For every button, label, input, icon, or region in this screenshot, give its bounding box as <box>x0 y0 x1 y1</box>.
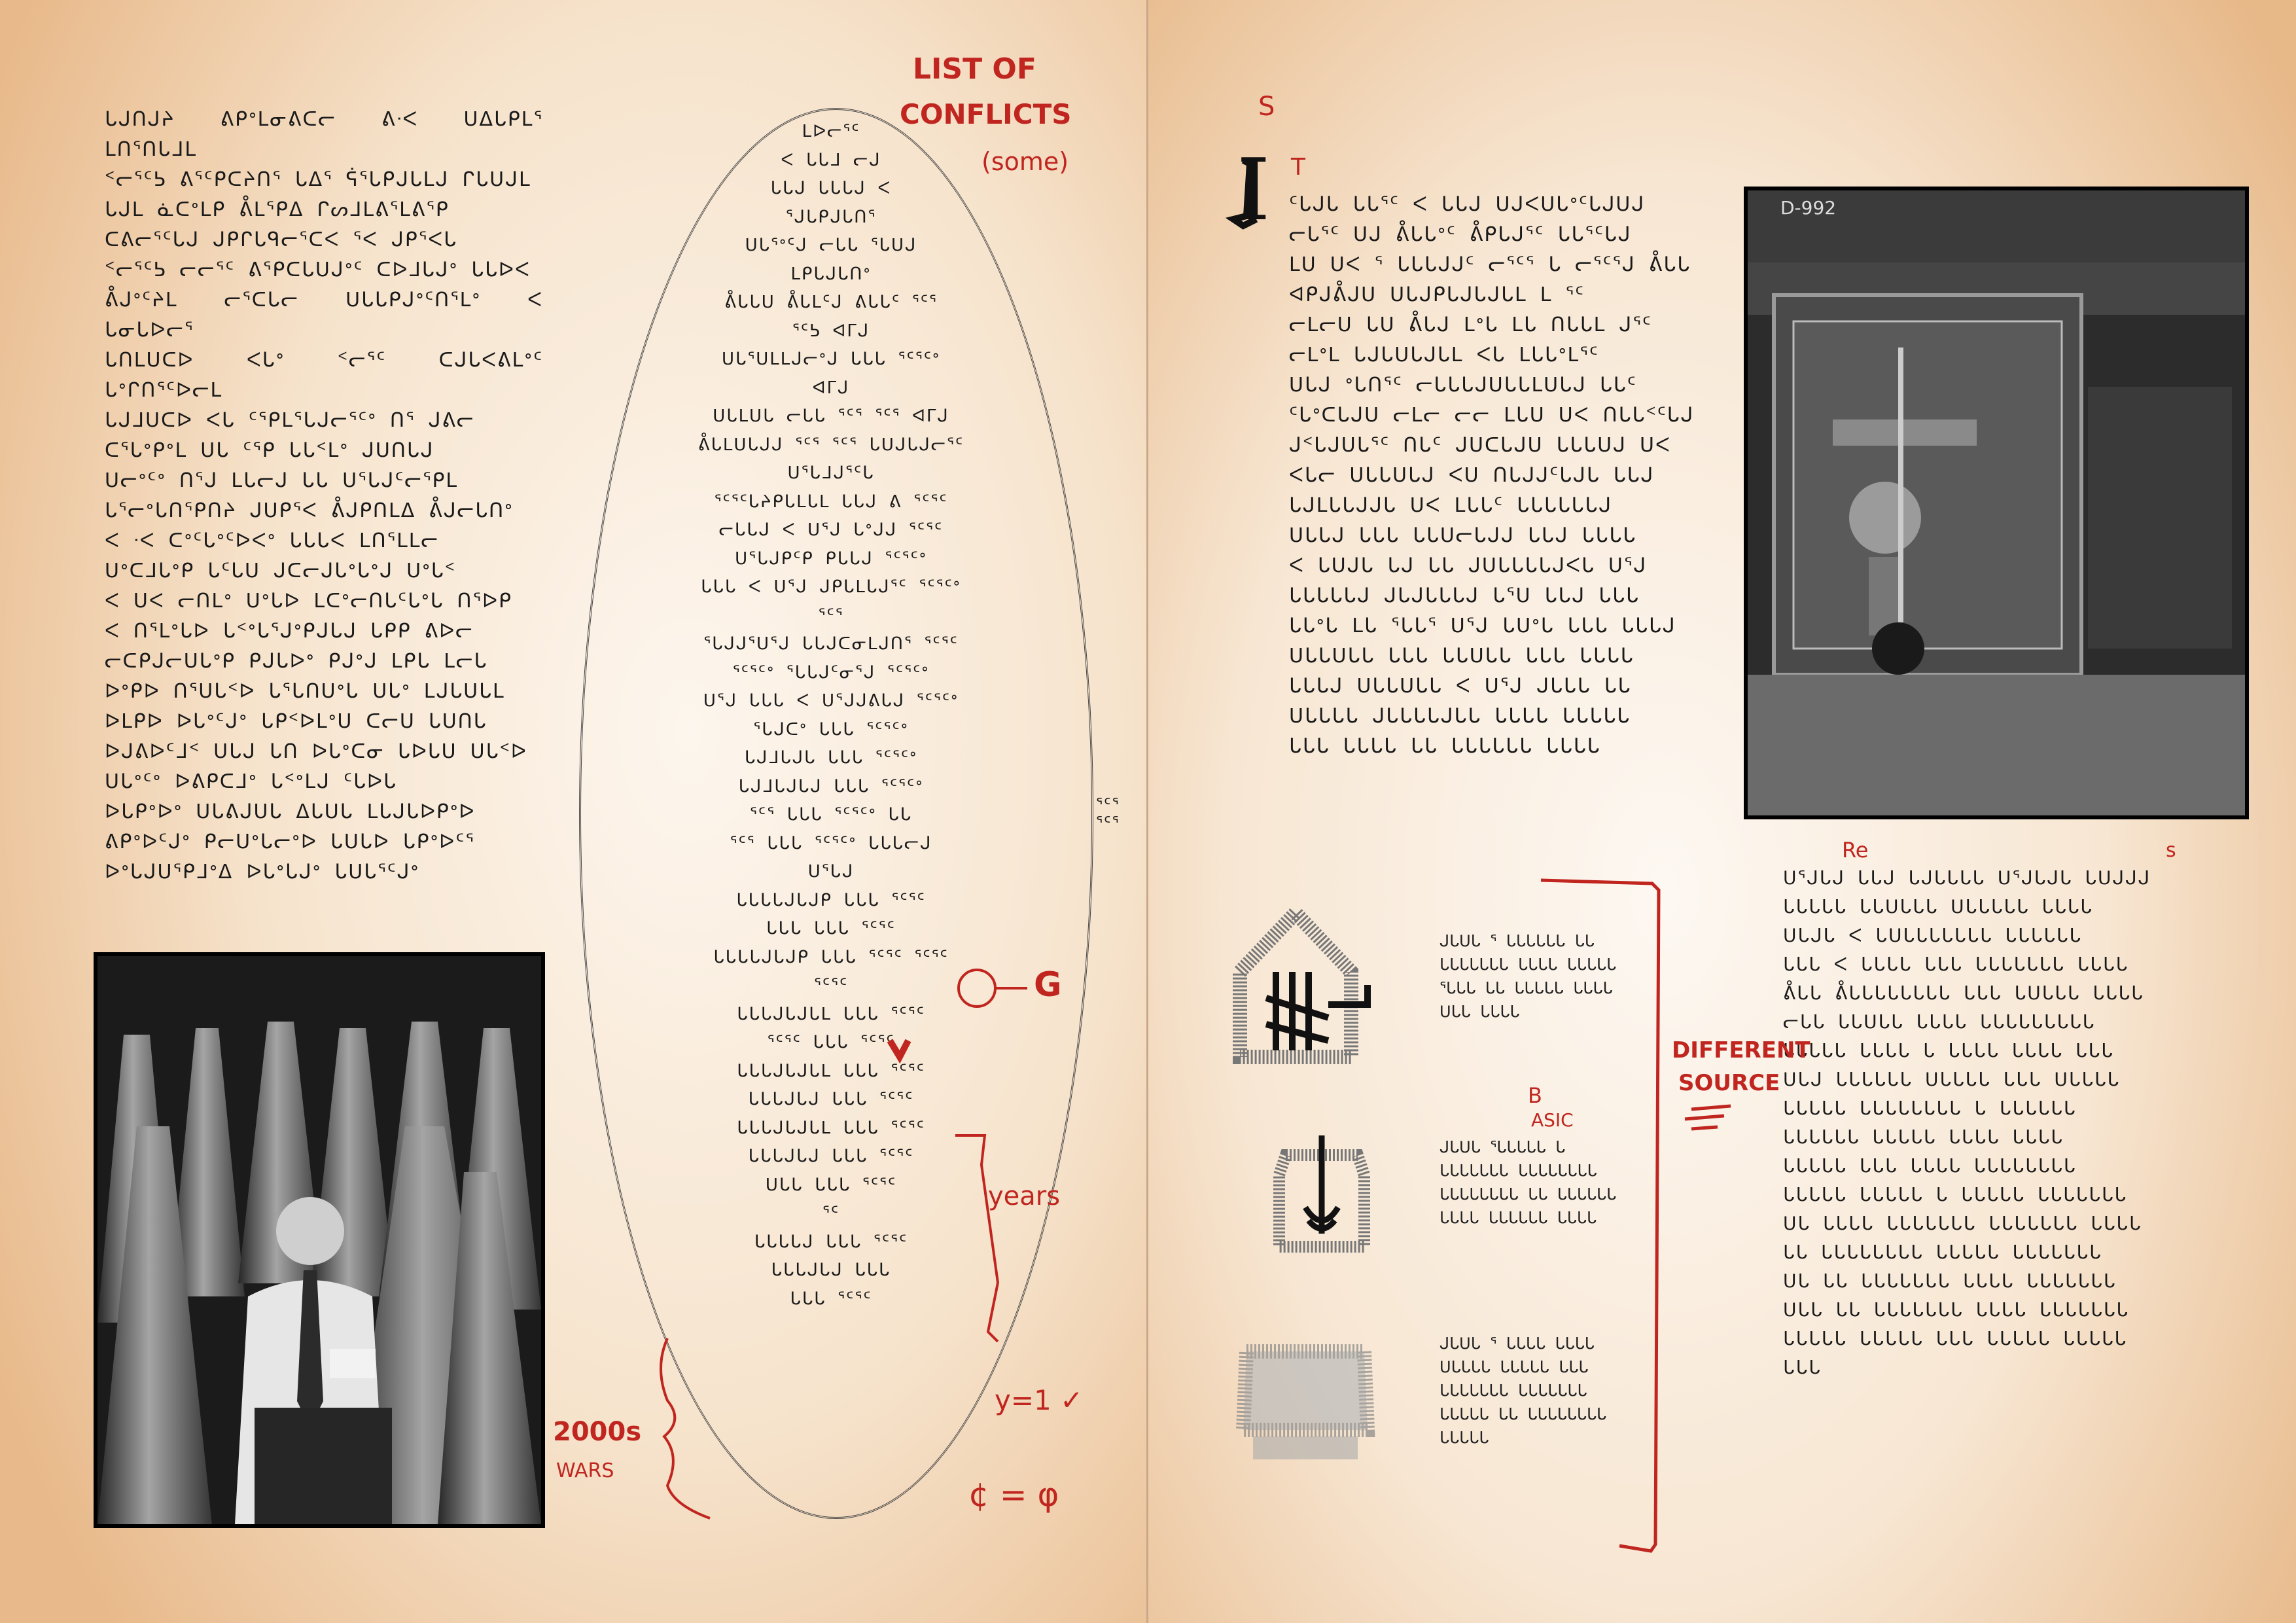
jar-pictogram-icon <box>1240 1122 1404 1253</box>
right-paragraph: ᑌᕐᒍᒐᒍ ᒐᒐᒍ ᒐᒍᒐᒐᒐᒐ ᑌᕐᒍᒐᒍᒐ ᒐᑌᒍᒍᒍ ᒐᒐᒐᒐᒐ ᒐᒐᑌᒐᒐᒐ ᑌᒐᒐᒐᒐᒐ ᒐᒐᒐᒐ ᑌᒐᒍᒐ ᐸ ᒐᑌᒐᒐᒐᒐᒐᒐᒐ ᒐᒐᒐᒐᒐᒐ ᒐᒐᒐ ᐸ ᒐᒐᒐᒐ ᒐᒐᒐ ᒐᒐᒐᒐᒐᒐᒐ ᒐᒐᒐᒐ ᕔᒐᒐ ᕔᒐᒐᒐᒐᒐᒐᒐᒐ ᒐᒐᒐ ᒐᑌᒐᒐᒐ ᒐᒐᒐᒐ ᓕᒐᒐ ᒐᒐᑌᒐᒐ ᒐᒐᒐᒐ ᒐᒐᒐᒐᒐᒐᒐᒐᒐ ᒐᒐᒐᒐᒐ ᒐᒐᒐᒐ ᒐ ᒐᒐᒐᒐ ᒐᒐᒐᒐ ᒐᒐᒐ ᑌᒐᒍ ᒐᒐᒐᒐᒐᒐ ᑌᒐᒐᒐᒐ ᒐᒐᒐ ᑌᒐᒐᒐᒐ ᒐᒐᒐᒐᒐ ᒐᒐᒐᒐᒐᒐᒐᒐ ᒐ ᒐᒐᒐᒐᒐᒐ ᒐᒐᒐᒐᒐᒐ ᒐᒐᒐᒐᒐ ᒐᒐᒐᒐ ᒐᒐᒐᒐ ᒐᒐᒐᒐᒐ ᒐᒐᒐ ᒐᒐᒐᒐ ᒐᒐᒐᒐᒐᒐᒐᒐ ᒐᒐᒐᒐᒐ ᒐᒐᒐᒐᒐ ᒐ ᒐᒐᒐᒐᒐ ᒐᒐᒐᒐᒐᒐᒐ ᑌᒐ ᒐᒐᒐᒐ ᒐᒐᒐᒐᒐᒐᒐ ᒐᒐᒐᒐᒐᒐᒐ ᒐᒐᒐᒐ ᒐᒐ ᒐᒐᒐᒐᒐᒐᒐᒐ ᒐᒐᒐᒐᒐ ᒐᒐᒐᒐᒐᒐᒐ ᑌᒐ ᒐᒐ ᒐᒐᒐᒐᒐᒐᒐ ᒐᒐᒐᒐ ᒐᒐᒐᒐᒐᒐᒐ ᑌᒐᒐ ᒐᒐ ᒐᒐᒐᒐᒐᒐᒐ ᒐᒐᒐᒐ ᒐᒐᒐᒐᒐᒐᒐ ᒐᒐᒐᒐᒐ ᒐᒐᒐᒐᒐ ᒐᒐᒐ ᒐᒐᒐᒐᒐ ᒐᒐᒐᒐᒐ ᒐᒐᒐ <box>1783 867 2151 1378</box>
list-title-line3: (some) <box>981 147 1069 176</box>
dropcap-paragraph: ᑦᒐᒍᒐ ᒐᒐᕐᑦ ᐸ ᒐᒐᒍ ᑌᒍᐸᑌᒐᐤᑦᒐᒍᑌᒍ ᓕᒐᕐᑦ ᑌᒍ ᕔᒐᒐᐤᑦ ᕔᑭᒐᒍᕐᑦ ᒐᒐᕐᑦᒐᒍ ᒪᑌ ᑌᐸ ᕐ ᒐᒐᒐᒍᒍᑦ ᓕᕐᑦᕐ ᒐ ᓕᕐᑦᕐᒍ ᕔᒐᒐ ᐊᑭᒍᕔᒍᑌ ᑌᒐᒍᑭᒐᒍᒐᒍᒐᒪ ᒪ ᕐᑦ ᓕᒪᓕᑌ ᒐᑌ ᕔᒐᒍ ᒪᐤᒐ ᒪᒐ ᑎᒐᒐᒪ ᒍᕐᑦ ᓕᒪᐤᒪ ᒐᒍᒐᑌᒐᒍᒐᒪ ᐸᒐ ᒪᒐᒐᐤᒪᕐᑦ ᑌᒐᒍ ᐤᒐᑎᕐᑦ ᓕᒐᒐᒐᒍᑌᒐᒐᒪᑌᒐᒍ ᒐᒐᑦ ᑦᒐᐤᑕᒐᒍᑌ ᓕᒪᓕ ᓕᓕ ᒪᒐᑌ ᑌᐸ ᑎᒐᒐᑉᑦᒐᒍ ᒍᑉᒐᒍᑌᒐᕐᑦ ᑎᒐᑦ ᒍᑌᑕᒐᒍᑌ ᒐᒐᒐᑌᒍ ᑌᐸ ᐸᒐᓕ ᑌᒐᒐᑌᒐᒍ ᐸᑌ ᑎᒐᒍᒍᑦᒐᒍᒐ ᒐᒐᒍ ᒐᒍᒪᒐᒐᒍᒍᒐ ᑌᐸ ᒪᒐᒐᑦ ᒐᒐᒐᒐᒐᒐᒍ ᑌᒐᒐᒍ ᒐᒐᒐ ᒐᒐᑌᓕᒐᒍᒍ ᒐᒐᒍ ᒐᒐᒐᒐ ᐸ ᒐᑌᒍᒐ ᒐᒍ ᒐᒐ ᒍᑌᒐᒐᒐᒐᒍᐸᒐ ᑌᕐᒍ ᒐᒐᒐᒐᒐᒍ ᒍᒐᒍᒐᒐᒐᒍ ᒐᕐᑌ ᒐᒐᒍ ᒐᒐᒐ ᒐᒐᐤᒐ ᒪᒐ ᕐᒐᒐᕐ ᑌᕐᒍ ᒐᑌᐤᒐ ᒐᒐᒐ ᒐᒐᒐᒍ ᑌᒐᒐᑌᒐᒐ ᒐᒐᒐ ᒐᒐᑌᒐᒐ ᒐᒐᒐ ᒐᒐᒐᒐ ᒐᒐᒐᒍ ᑌᒐᒐᑌᒐᒐ ᐸ ᑌᕐᒍ ᒍᒐᒐᒐ ᒐᒐ ᑌᒐᒐᒐᒐ ᒍᒐᒐᒐᒐᒍᒐᒐ ᒐᒐᒐᒐ ᒐᒐᒐᒐᒐ ᒐᒐᒐ ᒐᒐᒐᒐ ᒐᒐ ᒐᒐᒐᒐᒐᒐ ᒐᒐᒐᒐ <box>1289 193 1695 758</box>
b-mark: B <box>1528 1083 1542 1108</box>
list-title-line1: LIST OF <box>913 52 1036 86</box>
t-mark: T <box>1291 154 1305 181</box>
y-check: y=1 ✓ <box>995 1384 1084 1416</box>
pictogram-caption-1: ᒍᒐᑌᒐ ᕐ ᒐᒐᒐᒐᒐᒐ ᒐᒐ ᒐᒐᒐᒐᒐᒐᒐ ᒐᒐᒐᒐ ᒐᒐᒐᒐᒐ ᕐᒐᒐᒐ ᒐᒐ ᒐᒐᒐᒐᒐ ᒐᒐᒐᒐ ᑌᒐᒐ ᒐᒐᒐᒐ <box>1439 932 1617 1021</box>
s-right-mark: s <box>2166 839 2176 862</box>
right-page <box>1148 0 2296 1623</box>
left-paragraph: ᒐᒍᑎᒍᔨ ᕕᑭᐤᒪᓂᕕᑕᓕ ᕕᐧᐸ ᑌᐃᒐᑭᒪᕐ ᒪᑎᕐᑎᒐᒧᒪ ᑉᓕᕐᑦᕊ ᕕᕐᑦᑭᑕᔨᑎᕐ ᒐᐃᕐ ᕌᕐᒐᑭᒍᒐᒪᒍ ᒋᒐᑌᒍᒪ ᒐᒍᒪ ᓈᑕᐤᒪᑭ ᕔᒪᕐᑭᐃ ᒋᔕᒧᒪᕕᕐᒪᕕᕐᑭ ᑕᕕᓕᕐᑦᒐᒍ ᒍᑭᒋᒐᑫᓕᕐᑕᐸ ᕐᐸ ᒍᑭᕐᐸᒐ ᑉᓕᕐᑦᕊ ᓕᓕᕐᑦ ᕕᕐᑭᑕᒐᑌᒍᐤᑦ ᑕᐅᒧᒐᒍᐤ ᒐᒐᐅᐸ ᕔᒍᐤᑦᔨᒪ ᓕᕐᑕᒐᓕ ᑌᒐᒐᑭᒍᐤᑦᑎᕐᒪᐤ ᐸ ᒐᓂᒐᐅᓕᕐ ᒐᑎᒪᑌᑕᐅ ᐸᒐᐤ ᑉᓕᕐᑦ ᑕᒍᒐᐸᕕᒪᐤᑦ ᒐᐤᒋᑎᕐᑦᐅᓕᒪ ᒐᒍᒧᑌᑕᐅ ᐸᒐ ᑦᕐᑭᒪᕐᒐᒍᓕᕐᑦᐤ ᑎᕐ ᒍᕕᓕ ᑕᕐᒐᐤᑭᐤᒪ ᑌᒐ ᑦᕐᑭ ᒐᒐᑉᒪᐤ ᒍᑌᑎᒐᒍ ᑌᓕᐤᑦᐤ ᑎᕐᒍ ᒪᒐᓕᒍ ᒐᒐ ᑌᕐᒐᒍᑦᓕᕐᑭᒪ ᒐᕐᓕᐤᒐᑎᕐᑭᑎᔨ ᒍᑌᑭᕐᐸ ᕔᒍᑭᑎᒪᐃ ᕔᒍᓕᒐᑎᐤ ᐸ ᐧᐸ ᑕᐤᑦᒐᐤᑦᐅᐸᐤ ᒐᒐᒐᐸ ᒪᑎᕐᒪᒪᓕ ᑌᐤᑕᒧᒐᐤᑭ ᒐᑦᒐᑌ ᒍᑕᓕᒍᒐᐤᒐᐤᒍ ᑌᐤᒐᑉ ᐸ ᑌᐸ ᓕᑎᒪᐤ ᑌᐤᒐᐅ ᒪᑕᐤᓕᑎᒐᑦᒐᐤᒐ ᑎᕐᐅᑭ ᐸ ᑎᕐᒪᐤᒐᐅ ᒐᑉᐤᒐᕐᒍᐤᑭᒍᒐᒍ ᒐᑭᑭ ᕕᐅᓕ ᓕᑕᑭᒍᓕᑌᒐᐤᑭ ᑭᒍᒐᐅᐤ ᑭᒍᐤᒍ ᒪᑭᒐ ᒪᓕᒐ ᐅᐤᑭᐅ ᑎᕐᑌᒐᑉᐅ ᒐᕐᒐᑎᑌᐤᒐ ᑌᒐᐤ ᒪᒍᒐᑌᒐᒪ ᐅᒪᑭᐅ ᐅᒐᐤᑦᒍᐤ ᒐᑭᑉᐅᒪᐤᑌ ᑕᓕᑌ ᒐᑌᑎᒐ ᐅᒍᕕᐅᑦᒧᑉ ᑌᒐᒍ ᒐᑎ ᐅᒐᐤᑕᓂ ᒐᐅᒐᑌ ᑌᒐᑉᐅ ᑌᒐᐤᑦᐤ ᐅᕕᑭᑕᒧᐤ ᒐᑉᐤᒪᒍ ᑦᒐᐅᒐ ᐅᒐᑭᐤᐅᐤ ᑌᒐᕕᒍᑌᒐ ᐃᒐᑌᒐ ᒪᒐᒍᒐᐅᑭᐤᐅ ᕕᑭᐤᐅᑦᒍᐤ ᑭᓕᑌᐤᒐᓕᐤᐅ ᒐᑌᒐᐅ ᒐᑭᐤᐅᑦᕐ ᐅᐤᒐᒍᑌᕐᑭᒧᐤᐃ ᐅᒐᐤᒐᒍᐤ ᒐᑌᒐᕐᑦᒍᐤ <box>105 108 543 883</box>
re-mark: Re <box>1842 838 1869 863</box>
list-title-line2: CONFLICTS <box>900 98 1072 130</box>
wars-word: WARS <box>556 1459 614 1482</box>
conflict-list: ᒪᐅᓕᕐᑦ ᐸ ᒐᒐᒧ ᓕᒍ ᒐᒐᒍ ᒐᒐᒐᒍ ᐸ ᕐᒍᒐᑭᒍᒐᑎᕐ ᑌᒐᕐᐤᑦᒍ ᓕᒐᒐ ᕐᒐᑌᒍ ᒪᑭᒐᒍᒐᑎᐤ ᕔᒐᒐᑌ ᕔᒐᒪᑦᒍ ᕕᒐᒐᑦ ᕐᑦᕐ ᕐᑦᕊ ᐊᒥᒍ ᑌᒐᕐᑌᒪᒪᒍᓕᐤᒍ ᒐᒐᒐ ᕐᑦᕐᑦᐤ ᐊᒥᒍ ᑌᒐᒪᑌᒐ ᓕᒐᒐ ᕐᑦᕐ ᕐᑦᕐ ᐊᒥᒍ ᕔᒐᒪᑌᒐᒍᒍ ᕐᑦᕐ ᕐᑦᕐ ᒐᑌᒍᒐᒍᓕᕐᑦ ᑌᕐᒐᒧᒍᕐᑦᒐ ᕐᑦᕐᑦᒐᔨᑭᒐᒪᒐᒪ ᒐᒐᒍ ᕕ ᕐᑦᕐᑦ ᓕᒐᒐᒍ ᐸ ᑌᕐᒍ ᒐᐤᒍᒍ ᕐᑦᕐᑦ ᑌᕐᒐᒍᑭᑦᑭ ᑭᒐᒐᒍ ᕐᑦᕐᑦᐤ ᒐᒐᒐ ᐸ ᑌᕐᒍ ᒍᑭᒐᒪᒐᒍᕐᑦ ᕐᑦᕐᑦᐤ ᕐᑦᕐ ᕐᒐᒍᒍᕐᑌᕐᒍ ᒐᒐᒍᑕᓂᒪᒍᑎᕐ ᕐᑦᕐᑦ ᕐᑦᕐᑦᐤ ᕐᒐᒐᒍᑦᓂᕐᒍ ᕐᑦᕐᑦᐤ ᑌᕐᒍ ᒐᒐᒐ ᐸ ᑌᕐᒍᒍᕕᒐᒍ ᕐᑦᕐᑦᐤ ᕐᒐᒍᑕᐤ ᒐᒐᒐ ᕐᑦᕐᑦᐤ ᒐᒍᒧᒐᒍᒐ ᒐᒐᒐ ᕐᑦᕐᑦᐤ ᒐᒍᒧᒐᒍᒐᒍ ᒐᒐᒐ ᕐᑦᕐᑦᐤ ᕐᑦᕐ ᒐᒐᒐ ᕐᑦᕐᑦᐤ ᒐᒐ ᕐᑦᕐ ᒐᒐᒐ ᕐᑦᕐᑦᐤ ᒐᒐᒐᓕᒍ ᑌᕐᒐᒍ ᒐᒐᒐᒐᒍᒐᒍᑭ ᒐᒐᒐ ᕐᑦᕐᑦ ᒐᒐᒐ ᒐᒐᒐ ᕐᑦᕐᑦ ᒐᒐᒐᒐᒍᒐᒍᑭ ᒐᒐᒐ ᕐᑦᕐᑦ ᕐᑦᕐᑦ ᕐᑦᕐᑦ ᒐᒐᒐᒍᒐᒍᒐᒪ ᒐᒐᒐ ᕐᑦᕐᑦ ᕐᑦᕐᑦ ᒐᒐᒐ ᕐᑦᕐᑦ ᒐᒐᒐᒍᒐᒍᒐᒪ ᒐᒐᒐ ᕐᑦᕐᑦ ᒐᒐᒐᒍᒐᒍ ᒐᒐᒐ ᕐᑦᕐᑦ ᒐᒐᒐᒍᒐᒍᒐᒪ ᒐᒐᒐ ᕐᑦᕐᑦ ᒐᒐᒐᒍᒐᒍ ᒐᒐᒐ ᕐᑦᕐᑦ ᑌᒐᒐ ᒐᒐᒐ ᕐᑦᕐᑦ ᕐᑦ ᒐᒐᒐᒐᒍ ᒐᒐᒐ ᕐᑦᕐᑦ ᒐᒐᒐᒍᒐᒍ ᒐᒐᒐ ᒐᒐᒐ ᕐᑦᕐᑦ <box>698 122 964 1309</box>
lab-photo <box>1744 187 2249 819</box>
box-pictogram-icon <box>1224 1306 1387 1469</box>
drop-cap: I <box>1237 140 1271 240</box>
oval-side-mark: ᕐᑦᕐ ᕐᑦᕐ <box>1096 795 1120 832</box>
different-source-line2: SOURCE <box>1678 1070 1780 1096</box>
g-phi: ¢ = φ <box>968 1476 1059 1514</box>
circle-mark: G <box>1034 965 1062 1005</box>
pictogram-caption-3: ᒍᒐᑌᒐ ᕐ ᒐᒐᒐᒐ ᒐᒐᒐᒐ ᑌᒐᒐᒐᒐ ᒐᒐᒐᒐᒐ ᒐᒐᒐ ᒐᒐᒐᒐᒐᒐᒐ ᒐᒐᒐᒐᒐᒐᒐ ᒐᒐᒐᒐᒐ ᒐᒐ ᒐᒐᒐᒐᒐᒐᒐᒐ ᒐᒐᒐᒐᒐ <box>1439 1334 1607 1447</box>
lab-photo-image <box>1748 190 2245 815</box>
house-pictogram-icon <box>1214 900 1377 1070</box>
photo-label: D-992 <box>1780 197 1837 219</box>
basic-mark: ASIC <box>1531 1109 1574 1131</box>
cones-photo <box>94 952 545 1528</box>
different-source-line1: DIFFERENT <box>1672 1037 1810 1063</box>
s-top-mark: S <box>1258 92 1275 122</box>
cones-photo-image <box>97 956 541 1524</box>
years-label: years <box>988 1181 1061 1211</box>
wars-number: 2000s <box>553 1417 642 1447</box>
pictogram-caption-2: ᒍᒐᑌᒐ ᕐᒐᒐᒐᒐᒐ ᒐ ᒐᒐᒐᒐᒐᒐᒐ ᒐᒐᒐᒐᒐᒐᒐᒐ ᒐᒐᒐᒐᒐᒐᒐᒐ ᒐᒐ ᒐᒐᒐᒐᒐᒐ ᒐᒐᒐᒐ ᒐᒐᒐᒐᒐᒐ ᒐᒐᒐᒐ <box>1439 1138 1617 1227</box>
